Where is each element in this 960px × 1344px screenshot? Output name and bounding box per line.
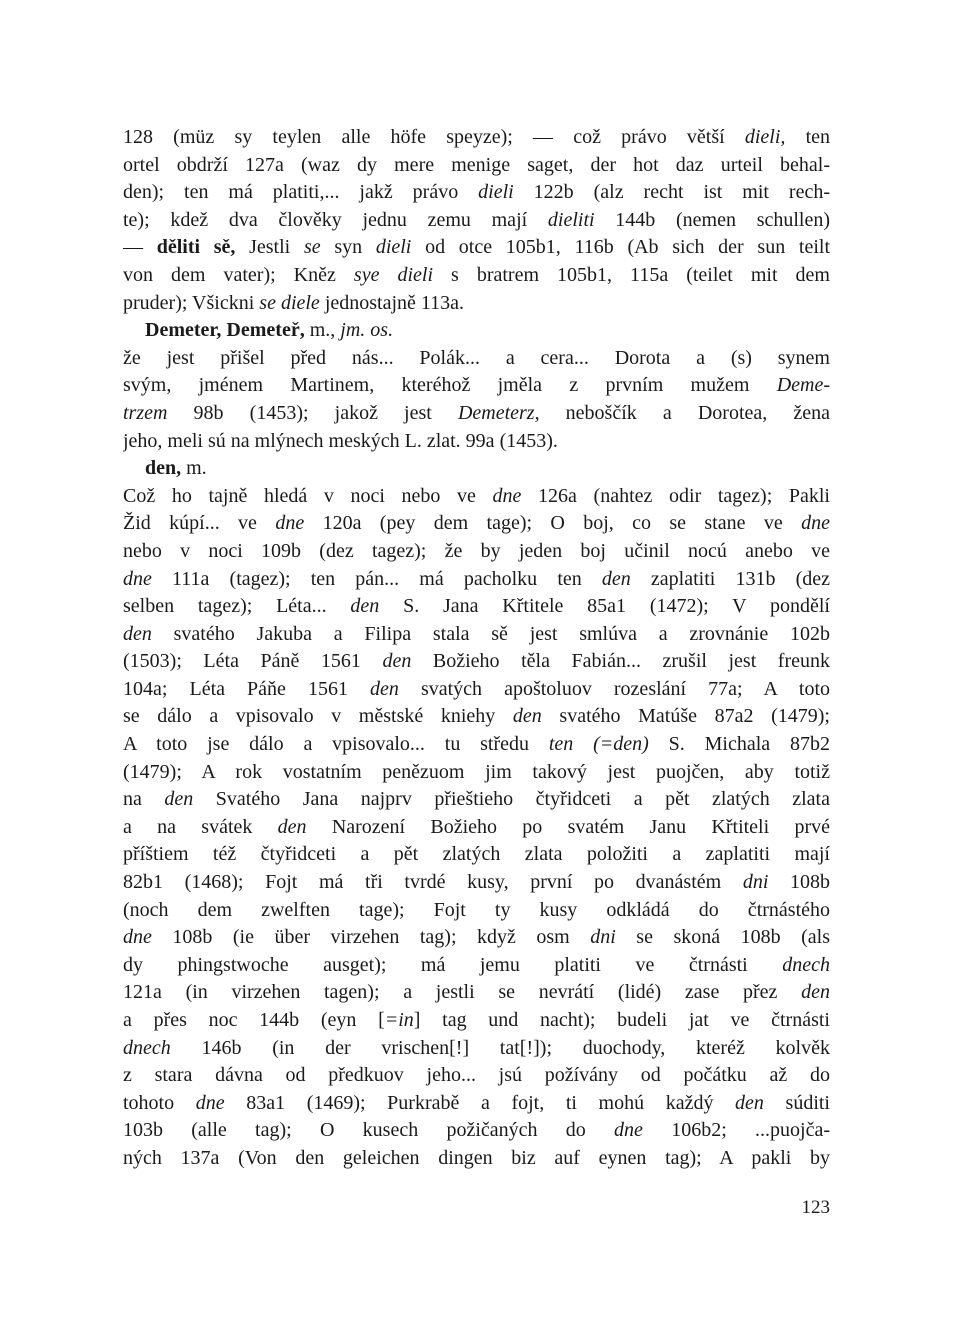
text-line	[123, 234, 830, 262]
text-line	[123, 152, 830, 180]
text-segment: 121a (in virzehen tagen); a jestli se nevrátí (lidé) zase přez	[123, 981, 802, 1004]
text-line	[123, 124, 830, 152]
text-line	[123, 1090, 830, 1118]
text-segment: svatého Jakuba a Filipa stala sě jest smlúva a zrovnánie 102b	[151, 622, 830, 645]
text-segment: od otce 105b1, 116b (Ab sich der sun teilt	[411, 236, 830, 259]
headword: děliti sě,	[156, 236, 236, 259]
text-segment: ten	[785, 126, 830, 148]
text-line	[123, 621, 830, 649]
text-segment: a na svátek	[123, 815, 278, 838]
text-segment: m.	[181, 457, 207, 480]
text-segment: A toto jse dálo a vpisovalo... tu středu	[123, 733, 549, 756]
italic-text: dne	[801, 512, 830, 535]
italic-text: dnech	[123, 1036, 171, 1059]
text-line	[123, 786, 830, 814]
italic-text: den	[277, 815, 307, 838]
italic-text: se	[303, 236, 321, 259]
italic-text: sye dieli	[353, 263, 434, 286]
text-segment: Což ho tajně hledá v noci nebo ve	[123, 484, 493, 507]
text-line	[123, 483, 830, 511]
text-segment: a přes noc 144b (eyn [	[123, 1009, 385, 1031]
italic-text: den	[370, 677, 399, 700]
dictionary-text	[123, 124, 830, 1173]
text-segment: 98b (1453); jakož jest	[167, 401, 458, 424]
text-segment: —	[123, 236, 157, 259]
italic-text: dieliti	[547, 208, 595, 231]
italic-text: den	[801, 981, 830, 1004]
text-line	[123, 1007, 830, 1035]
italic-text: den	[735, 1091, 764, 1114]
text-line	[123, 952, 830, 980]
text-segment: dy phingstwoche ausget); má jemu platiti ve čtrnásti	[123, 953, 783, 976]
text-line	[123, 1035, 830, 1063]
text-segment: že jest přišel před nás... Polák... a cera... Dorota a (s) synem	[123, 346, 830, 369]
headword: Demeter, Demeteř,	[145, 319, 305, 342]
text-segment: (1479); A rok vostatním penězuom jim takový jest puojčen, aby totiž	[123, 760, 830, 783]
text-line	[123, 979, 830, 1007]
headword: den,	[145, 457, 182, 480]
text-line	[123, 731, 830, 759]
text-segment: příštiem též čtyřidceti a pět zlatých zlata položiti a zaplatiti mají	[123, 843, 830, 866]
italic-text: dieli	[478, 181, 514, 204]
text-segment: (noch dem zwelften tage); Fojt ty kusy odkládá do čtrnástého	[123, 898, 830, 921]
text-line	[123, 400, 830, 428]
text-segment: 83a1 (1469); Purkrabě a fojt, ti mohú každý	[224, 1091, 736, 1114]
text-segment: selben tagez); Léta...	[123, 595, 351, 618]
text-line	[123, 814, 830, 842]
text-segment: 144b (nemen schullen)	[594, 208, 830, 231]
text-segment: 128 (müz sy teylen alle höfe speyze); — což právo větší	[123, 126, 745, 148]
text-line	[123, 676, 830, 704]
italic-text: se diele	[259, 291, 320, 314]
italic-text: dnech	[782, 953, 830, 976]
text-segment: svatého Matúše 87a2 (1479);	[541, 705, 830, 728]
text-segment: neboščík a Dorotea, žena	[539, 401, 830, 424]
italic-text: Deme-	[776, 374, 830, 397]
italic-text: dni	[742, 871, 769, 894]
text-segment: den); ten má platiti,... jakž právo	[123, 181, 479, 204]
italic-text: dieli	[375, 236, 412, 259]
italic-text: den	[350, 595, 380, 618]
text-line	[123, 869, 830, 897]
entry-headword-line	[123, 455, 830, 483]
text-segment: (1503); Léta Páně 1561	[123, 650, 383, 673]
text-segment: ] tag und nacht); budeli jat ve čtrnásti	[413, 1009, 830, 1031]
text-segment: Narození Božieho po svatém Janu Křtiteli prvé	[306, 815, 830, 838]
text-segment: zaplatiti 131b (dez	[630, 567, 830, 590]
text-segment: tohoto	[123, 1091, 196, 1114]
text-line	[123, 759, 830, 787]
text-segment: m.,	[304, 319, 341, 342]
italic-text: jm. os.	[340, 319, 394, 342]
text-segment: Žid kúpí... ve	[123, 512, 276, 535]
text-line	[123, 593, 830, 621]
text-line	[123, 538, 830, 566]
text-line	[123, 1062, 830, 1090]
italic-text: den	[123, 622, 152, 645]
text-line	[123, 897, 830, 925]
text-segment: S. Michala 87b2	[648, 733, 830, 756]
italic-text: trzem	[123, 401, 168, 424]
text-segment: syn	[320, 236, 376, 259]
text-line	[123, 566, 830, 594]
text-segment: 108b (ie über virzehen tag); když osm	[151, 926, 591, 949]
text-segment: von dem vater); Kněz	[123, 263, 354, 286]
text-segment: S. Jana Křtitele 85a1 (1472); V pondělí	[379, 595, 830, 618]
italic-text: dne	[275, 512, 305, 535]
text-segment: nebo v noci 109b (dez tagez); že by jeden boj učinil nocú anebo ve	[123, 539, 830, 562]
text-segment: svým, jménem Martinem, kteréhož jměla z prvním mužem	[123, 374, 777, 397]
text-line	[123, 648, 830, 676]
italic-text: dni	[590, 926, 616, 949]
text-segment: ných 137a (Von den geleichen dingen biz auf eynen tag); A pakli by	[123, 1146, 830, 1169]
text-segment: 106b2; ...puojča-	[642, 1119, 830, 1142]
text-segment: svatých apoštoluov rozeslání 77a; A toto	[398, 677, 830, 700]
italic-text: dne	[614, 1119, 643, 1142]
text-line	[123, 1117, 830, 1145]
italic-text: dne	[492, 484, 522, 507]
page-number: 123	[801, 1197, 830, 1218]
text-line	[123, 372, 830, 400]
italic-text: dieli,	[744, 126, 786, 148]
text-segment: ortel obdrží 127a (waz dy mere menige saget, der hot daz urteil behal-	[123, 153, 830, 176]
text-segment: jednostajně 113a.	[319, 291, 465, 314]
text-line	[123, 924, 830, 952]
text-line	[123, 841, 830, 869]
italic-text: dne	[195, 1091, 225, 1114]
text-line	[123, 510, 830, 538]
entry-headword-line	[123, 317, 830, 345]
text-segment: 111a (tagez); ten pán... má pacholku ten	[151, 567, 602, 590]
text-segment: s bratrem 105b1, 115a (teilet mit dem	[433, 263, 830, 286]
text-segment: jeho, meli sú na mlýnech meských L. zlat. 99a (1453).	[123, 429, 558, 452]
italic-text: den	[512, 705, 542, 728]
text-segment: te); kdež dva člověky jednu zemu mají	[123, 208, 548, 231]
text-line	[123, 428, 830, 456]
text-line	[123, 345, 830, 373]
italic-text: den	[382, 650, 412, 673]
text-segment: 103b (alle tag); O kusech požičaných do	[123, 1119, 615, 1142]
text-segment: 126a (nahtez odir tagez); Pakli	[521, 484, 830, 507]
text-segment: se skoná 108b (als	[615, 926, 830, 949]
text-segment: 82b1 (1468); Fojt má tři tvrdé kusy, první po dvanástém	[123, 871, 743, 894]
text-segment: Svatého Jana najprv přieštieho čtyřidceti a pět zlatých zlata	[193, 788, 830, 811]
italic-text: Demeterz,	[457, 401, 540, 424]
italic-text: dne	[123, 926, 152, 949]
text-segment: 108b	[768, 871, 830, 894]
text-line	[123, 262, 830, 290]
italic-text: dne	[123, 567, 152, 590]
text-line	[123, 1145, 830, 1173]
text-segment: Božieho těla Fabián... zrušil jest freunk	[411, 650, 830, 673]
text-segment: se dálo a vpisovalo v městské kniehy	[123, 705, 513, 728]
text-segment: Jestli	[235, 236, 304, 259]
text-segment: z stara dávna od předkuov jeho... jsú požívány od počátku až do	[123, 1064, 830, 1087]
italic-text: den	[164, 788, 194, 811]
text-segment: 146b (in der vrischen[!] tat[!]); duochody, kteréž kolvěk	[170, 1036, 830, 1059]
text-line	[123, 179, 830, 207]
italic-text: den	[601, 567, 631, 590]
text-line	[123, 290, 830, 318]
text-segment: pruder); Všickni	[123, 291, 260, 314]
italic-text: ten (=den)	[548, 733, 649, 756]
text-segment: 122b (alz recht ist mit rech-	[513, 181, 830, 204]
italic-text: =in	[384, 1009, 414, 1031]
text-segment: 104a; Léta Páňe 1561	[123, 677, 371, 700]
text-segment: 120a (pey dem tage); O boj, co se stane ve	[304, 512, 802, 535]
text-segment: na	[123, 788, 165, 811]
text-line	[123, 207, 830, 235]
text-segment: súditi	[763, 1091, 830, 1114]
text-line	[123, 703, 830, 731]
